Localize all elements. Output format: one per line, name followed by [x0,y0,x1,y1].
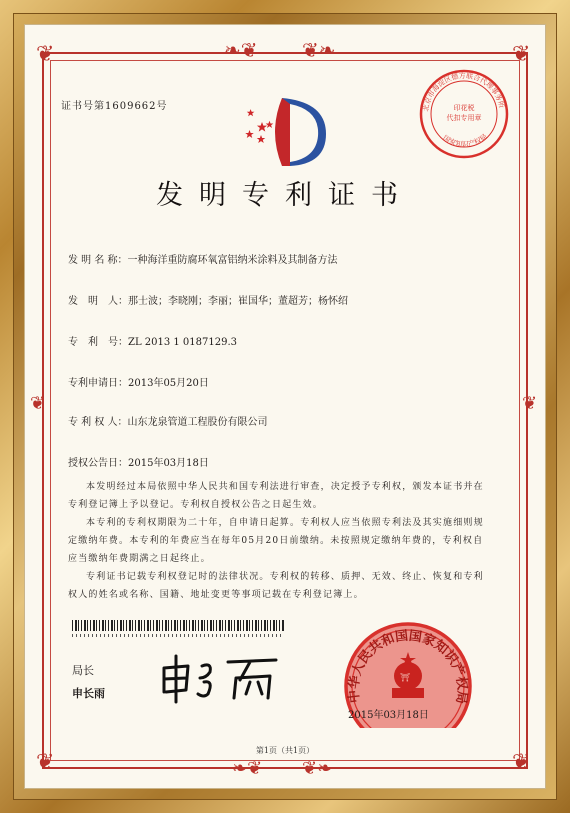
svg-text:⛩: ⛩ [400,673,411,682]
svg-text:国家知识产权局: 国家知识产权局 [441,132,489,149]
corner-ornament-bottom-left: ❦ [36,750,55,775]
paragraph-term: 本专利的专利权期限为二十年，自申请日起算。专利权人应当依照专利法及其实施细则规定缴纳年费。本专利的年费应当在每年05月20日前缴纳。未按照规定缴纳年费的，专利权自应当缴纳年费期满之日起终止。 [68,518,484,564]
field-label: 专 利 权 人： [68,417,128,428]
director-title: 局长 [72,664,94,677]
field-value: 2015年03月18日 [128,458,209,469]
director-signature [158,652,288,706]
top-ornament-left: ❧❦ [224,38,258,62]
field-value: 那士波；李晓刚；李丽；崔国华；董超芳；杨怀绍 [128,296,348,307]
svg-text:代扣专用章: 代扣专用章 [446,114,482,122]
field-grant-date [68,454,209,469]
field-label: 专利申请日： [68,378,128,389]
side-ornament-right: ❦ [522,393,538,414]
paragraph-legal-status: 专利证书记载专利权登记时的法律状况。专利权的转移、质押、无效、终止、恢复和专利权人的姓名或名称、国籍、地址变更等事项记载在专利登记簿上。 [68,572,484,600]
tax-stamp [418,68,510,160]
page-footer: 第1页（共1页） [255,746,315,755]
svg-text:印花税: 印花税 [453,104,475,112]
paragraph-grant: 本发明经过本局依照中华人民共和国专利法进行审查，决定授予专利权，颁发本证书并在专利登记簿上予以登记。专利权自授权公告之日起生效。 [68,482,484,510]
certificate-number: 证书号第1609662号 [61,101,168,112]
field-value: 一种海洋重防腐环氧富铝纳米涂料及其制备方法 [127,255,338,266]
svg-text:中华人民共和国国家知识产权局: 中华人民共和国国家知识产权局 [346,628,470,705]
field-label: 发 明 名 称： [68,255,128,266]
director-name: 申长雨 [72,687,105,700]
bottom-ornament-right: ❦❧ [302,758,333,779]
field-value: ZL 2013 1 0187129.3 [128,337,238,348]
corner-ornament-top-left: ❦ [36,42,55,67]
barcode [72,620,284,631]
field-inventors [68,292,348,307]
corner-ornament-top-right: ❦ [512,42,531,67]
field-label: 发 明 人： [68,296,128,307]
svg-text:北京市海淀区德方联合代理事务所: 北京市海淀区德方联合代理事务所 [421,71,506,113]
field-invention-name [68,251,338,266]
bottom-ornament-left: ❧❦ [232,758,263,779]
barcode-underline [72,634,284,637]
side-ornament-left: ❦ [30,393,46,414]
top-ornament-right: ❦❧ [302,38,336,62]
patent-office-logo [238,92,330,170]
field-patent-number [68,333,237,348]
field-value: 2013年05月20日 [128,378,209,389]
corner-ornament-bottom-right: ❦ [512,750,531,775]
issue-date: 2015年03月18日 [348,710,429,721]
field-label: 授权公告日： [68,458,128,469]
field-label: 专 利 号： [68,337,128,348]
certificate-title: 发明专利证书 [156,180,414,211]
field-application-date [68,374,209,389]
field-value: 山东龙泉管道工程股份有限公司 [127,417,268,428]
field-patentee [68,413,268,428]
